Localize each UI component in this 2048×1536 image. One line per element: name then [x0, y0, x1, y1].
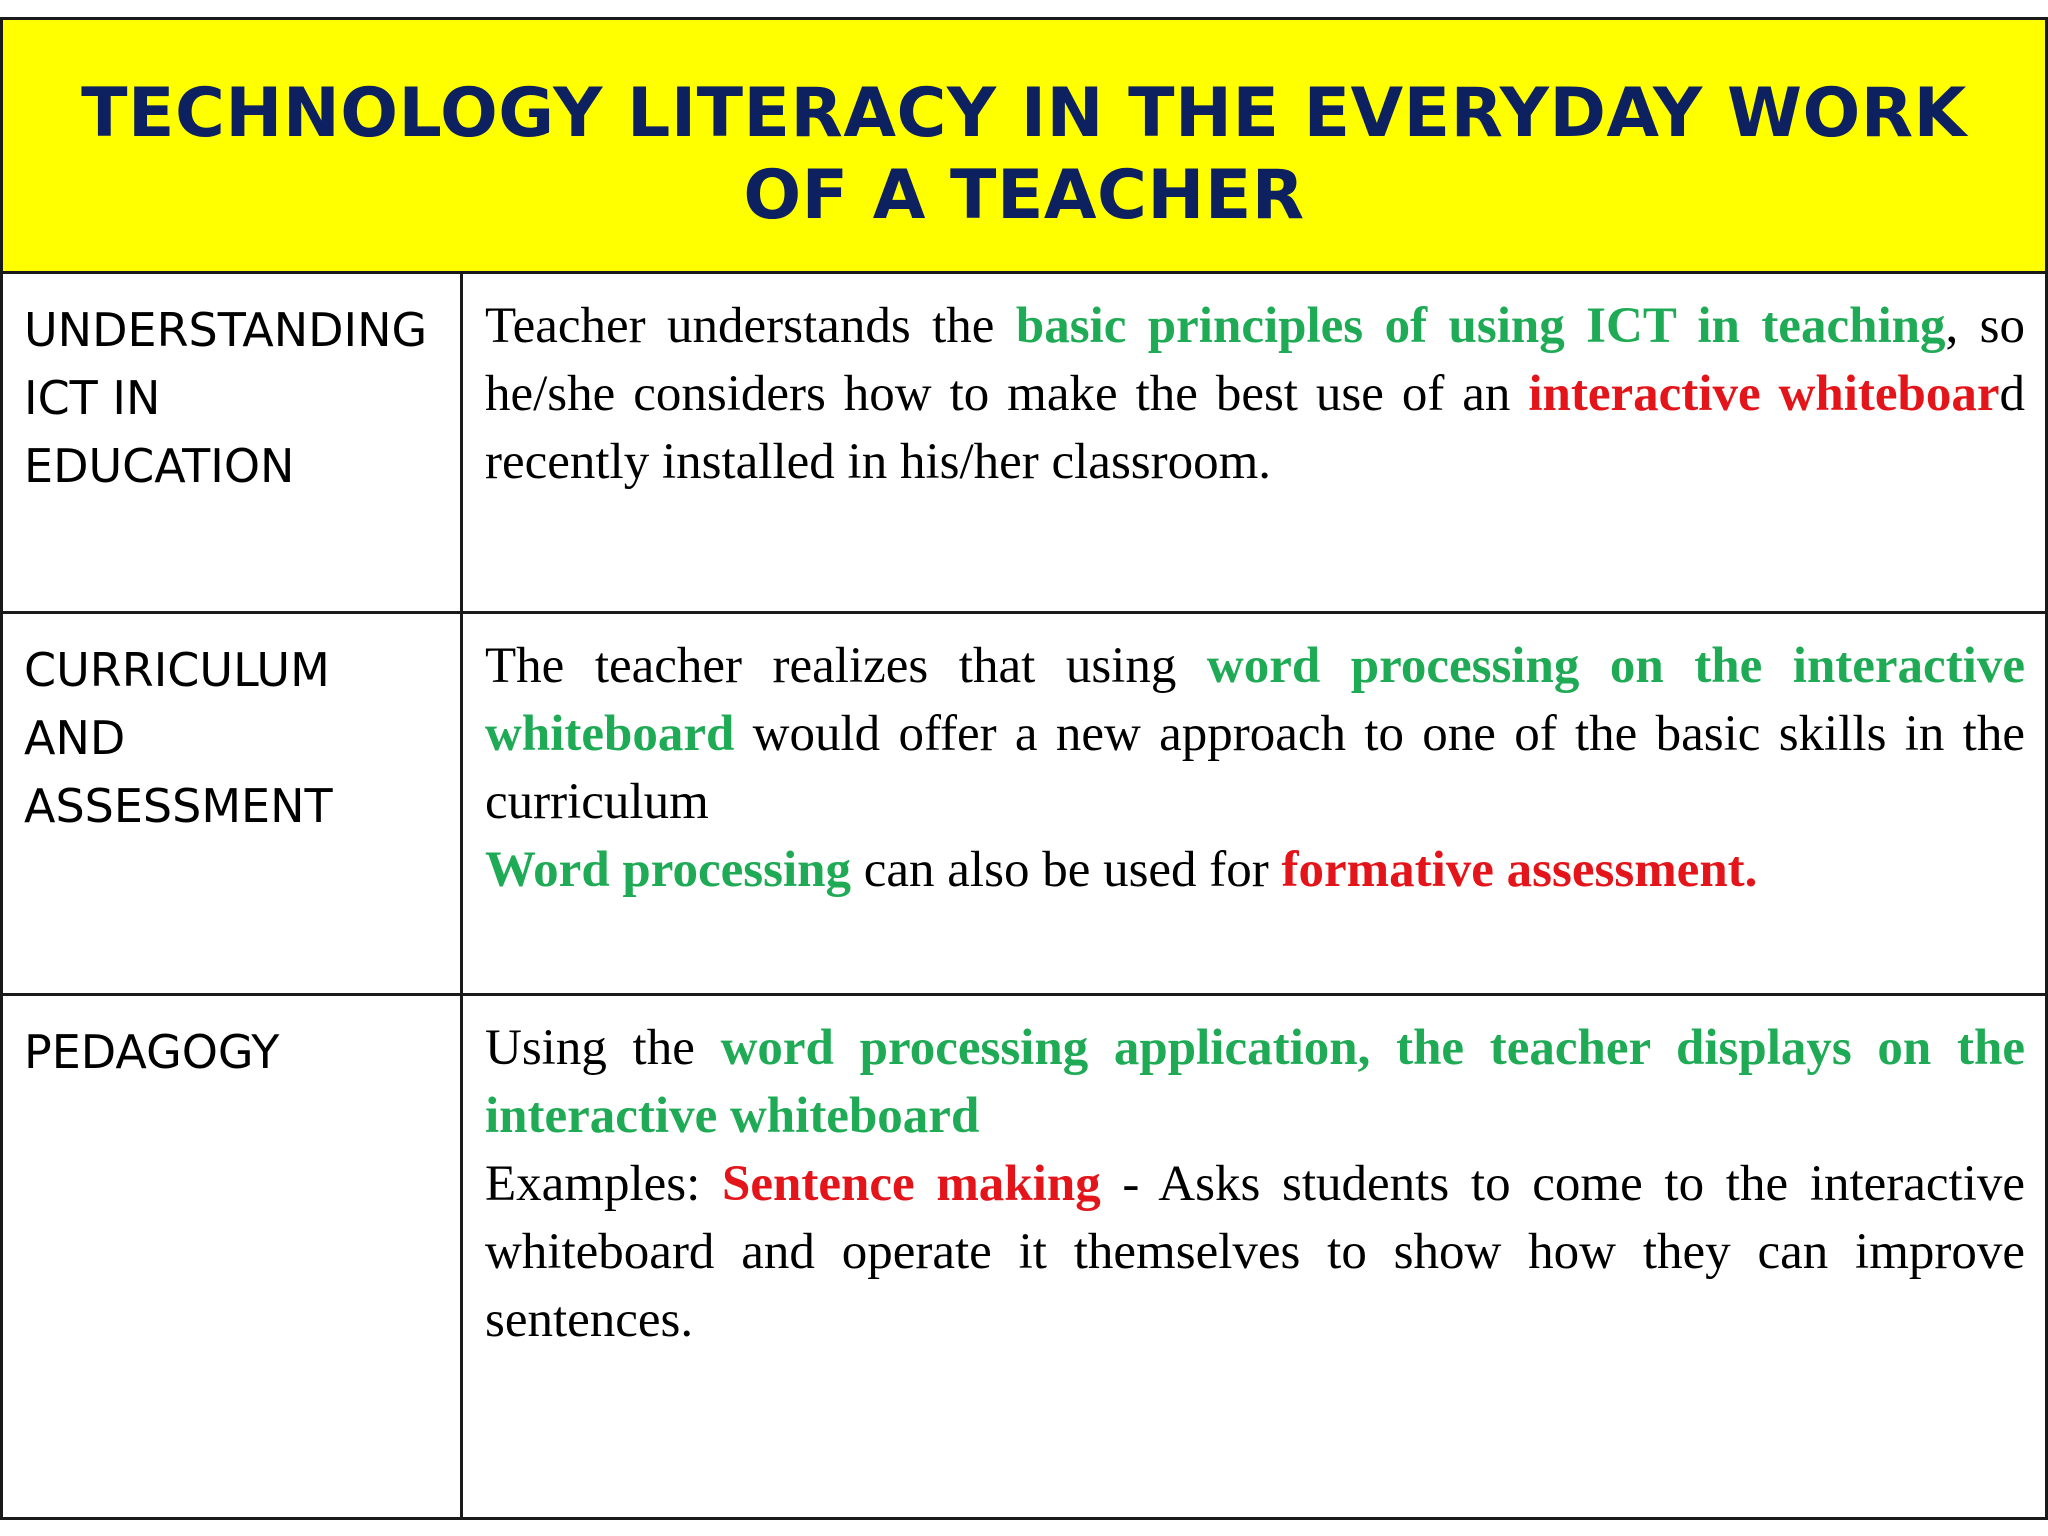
label-cell: [3, 274, 463, 611]
label-cell: [3, 614, 463, 993]
slide-title: [81, 73, 1967, 237]
text-segment: The teacher realizes that using: [485, 638, 1207, 694]
red-highlight: interactive whiteboar: [1528, 366, 2000, 422]
content-cell: [463, 614, 2045, 993]
title-line-1: TECHNOLOGY LITERACY IN THE EVERYDAY WORK: [81, 73, 1967, 153]
row-label: CURRICULUM AND ASSESSMENT: [24, 643, 333, 833]
content-table: [0, 17, 2048, 1520]
title-line-2: OF A TEACHER: [743, 155, 1305, 235]
text-segment: Examples:: [485, 1156, 722, 1212]
text-segment: d recently installed in his/her classroom.: [485, 366, 2026, 490]
red-highlight: Sentence making: [722, 1156, 1101, 1212]
green-highlight: Word processing: [485, 842, 852, 898]
text-segment: Using the: [485, 1020, 721, 1076]
table-row-curriculum-assessment: [3, 614, 2045, 996]
text-segment: - Asks students to come to the interactive whiteboard and operate it themselves to show how they can improve sentences.: [485, 1156, 2026, 1348]
row-label: PEDAGOGY: [24, 1025, 280, 1079]
red-highlight: formative assessment.: [1281, 842, 1758, 898]
table-row-understanding-ict: [3, 274, 2045, 614]
row-label: UNDERSTANDING ICT IN EDUCATION: [24, 303, 428, 493]
table-row-pedagogy: [3, 996, 2045, 1517]
green-highlight: word processing on the interactive whiteboard: [485, 638, 2025, 762]
text-segment: can also be used for: [851, 842, 1282, 898]
row-description: [485, 1014, 2025, 1150]
text-segment: would offer a new approach to one of the basic skills in the curriculum: [485, 706, 2025, 830]
content-cell: [463, 996, 2045, 1517]
title-band: [3, 20, 2045, 274]
row-description-2: [485, 1150, 2025, 1354]
row-description: [485, 632, 2025, 836]
green-highlight: word processing application, the teacher displays on the interactive whiteboard: [485, 1020, 2025, 1144]
row-description-2: [485, 836, 2025, 904]
text-segment: Teacher understands the: [485, 298, 1016, 354]
label-cell: [3, 996, 463, 1517]
row-description: [485, 292, 2025, 496]
content-cell: [463, 274, 2045, 611]
green-highlight: basic principles of using ICT in teaching: [1015, 298, 1946, 354]
text-segment: , so he/she considers how to make the best use of an: [485, 298, 2026, 422]
